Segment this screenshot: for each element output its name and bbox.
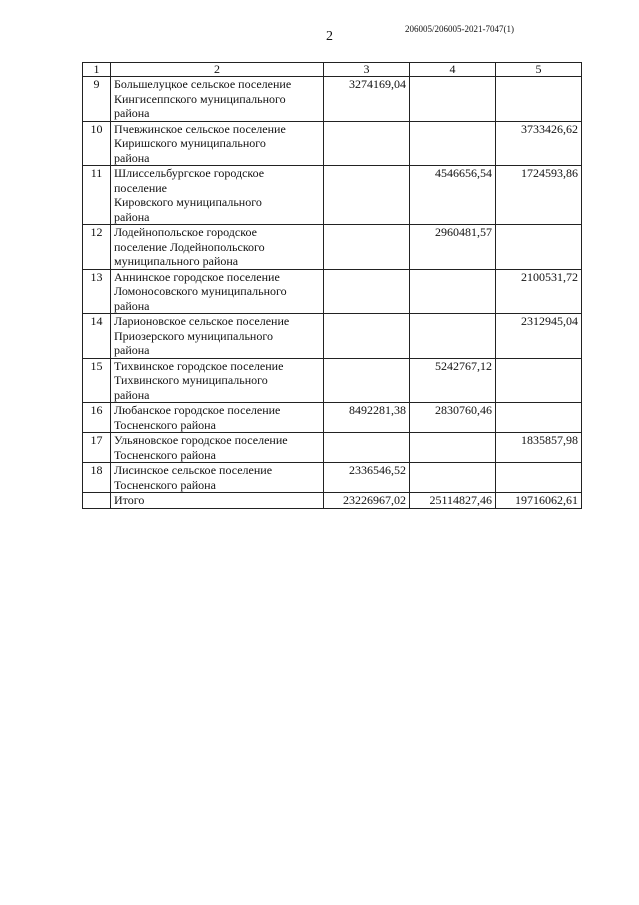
- settlement-name: [111, 314, 324, 359]
- settlement-name: [111, 225, 324, 270]
- settlement-name: [111, 269, 324, 314]
- settlement-name-line: Любанское городское поселение: [114, 403, 281, 417]
- amount-col-3: [324, 433, 410, 463]
- amount-col-5: [496, 463, 582, 493]
- settlement-name-line: района: [114, 343, 150, 357]
- amount-col-5: [496, 403, 582, 433]
- settlement-name-line: Тихвинское городское поселение: [114, 358, 284, 373]
- amount-col-4: [410, 121, 496, 166]
- amount-col-3: [324, 269, 410, 314]
- settlement-name-line: Лодейнопольское городское: [114, 225, 257, 239]
- settlement-name-line: Тосненского района: [114, 477, 216, 492]
- table-row: [83, 225, 582, 270]
- amount-col-4: [410, 314, 496, 359]
- amount-col-5: 2312945,04: [496, 314, 582, 359]
- total-col-3: 23226967,02: [324, 493, 410, 509]
- amount-col-4: [410, 433, 496, 463]
- amount-col-3: 2336546,52: [324, 463, 410, 493]
- column-header: 4: [410, 63, 496, 77]
- amount-col-5: 2100531,72: [496, 269, 582, 314]
- amount-col-4: 2960481,57: [410, 225, 496, 270]
- document-code: 206005/206005-2021-7047(1): [405, 24, 514, 34]
- column-header: 1: [83, 63, 111, 77]
- amount-col-4: 2830760,46: [410, 403, 496, 433]
- amount-col-3: 8492281,38: [324, 403, 410, 433]
- amount-col-3: [324, 225, 410, 270]
- row-number: 11: [83, 166, 111, 225]
- amount-col-5: 3733426,62: [496, 121, 582, 166]
- total-number-cell: [83, 493, 111, 509]
- settlement-name-line: Лисинское сельское поселение: [114, 463, 273, 477]
- row-number: 18: [83, 463, 111, 493]
- settlement-name-line: Пчевжинское сельское поселение: [114, 121, 286, 136]
- settlement-name-line: Киришского муниципального: [114, 136, 266, 150]
- settlement-name-line: Шлиссельбургское городское: [114, 166, 265, 180]
- settlement-name: [111, 77, 324, 122]
- settlement-name-line: Приозерского муниципального: [114, 328, 273, 343]
- settlement-name: [111, 358, 324, 403]
- amount-col-5: [496, 225, 582, 270]
- row-number: 17: [83, 433, 111, 463]
- table-row: [83, 77, 582, 122]
- settlement-name-line: района: [114, 150, 150, 165]
- total-row: [83, 493, 582, 509]
- table-row: [83, 403, 582, 433]
- row-number: 15: [83, 358, 111, 403]
- table-row: [83, 314, 582, 359]
- table-row: [83, 121, 582, 166]
- settlement-name-line: Кировского муниципального: [114, 195, 262, 209]
- row-number: 9: [83, 77, 111, 122]
- table-row: [83, 358, 582, 403]
- column-header: 2: [111, 63, 324, 77]
- amount-col-3: 3274169,04: [324, 77, 410, 122]
- total-label: Итого: [111, 493, 324, 509]
- row-number: 12: [83, 225, 111, 270]
- page-number: 2: [326, 29, 333, 44]
- allocation-table: [82, 62, 582, 509]
- amount-col-4: [410, 463, 496, 493]
- column-header: 3: [324, 63, 410, 77]
- row-number: 16: [83, 403, 111, 433]
- settlement-name: [111, 433, 324, 463]
- row-number: 14: [83, 314, 111, 359]
- settlement-name-line: Тосненского района: [114, 447, 216, 462]
- settlement-name: [111, 121, 324, 166]
- amount-col-4: [410, 269, 496, 314]
- amount-col-4: [410, 77, 496, 122]
- settlement-name-line: муниципального района: [114, 254, 239, 268]
- total-col-5: 19716062,61: [496, 493, 582, 509]
- table-row: [83, 269, 582, 314]
- amount-col-3: [324, 121, 410, 166]
- row-number: 13: [83, 269, 111, 314]
- amount-col-3: [324, 166, 410, 225]
- amount-col-5: 1724593,86: [496, 166, 582, 225]
- total-col-4: 25114827,46: [410, 493, 496, 509]
- amount-col-5: [496, 77, 582, 122]
- settlement-name: [111, 166, 324, 225]
- settlement-name: [111, 463, 324, 493]
- settlement-name-line: Тосненского района: [114, 417, 216, 432]
- table-row: [83, 166, 582, 225]
- amount-col-4: 5242767,12: [410, 358, 496, 403]
- table-row: [83, 433, 582, 463]
- amount-col-3: [324, 358, 410, 403]
- table-header-row: [83, 63, 582, 77]
- settlement-name: [111, 403, 324, 433]
- table-row: [83, 463, 582, 493]
- row-number: 10: [83, 121, 111, 166]
- amount-col-5: [496, 358, 582, 403]
- settlement-name-line: Кингисеппского муниципального: [114, 91, 286, 106]
- amount-col-5: 1835857,98: [496, 433, 582, 463]
- settlement-name-line: поселение Лодейнопольского: [114, 239, 265, 254]
- settlement-name-line: Ульяновское городское поселение: [114, 433, 288, 447]
- settlement-name-line: района: [114, 387, 150, 402]
- settlement-name-line: Большелуцкое сельское поселение: [114, 77, 292, 91]
- settlement-name-line: Ломоносовского муниципального: [114, 284, 287, 298]
- settlement-name-line: Ларионовское сельское поселение: [114, 314, 290, 328]
- amount-col-3: [324, 314, 410, 359]
- settlement-name-line: поселение: [114, 180, 168, 195]
- settlement-name-line: района: [114, 106, 150, 120]
- column-header: 5: [496, 63, 582, 77]
- settlement-name-line: Тихвинского муниципального: [114, 373, 268, 387]
- settlement-name-line: района: [114, 298, 150, 313]
- amount-col-4: 4546656,54: [410, 166, 496, 225]
- settlement-name-line: Аннинское городское поселение: [114, 269, 280, 284]
- settlement-name-line: района: [114, 209, 150, 224]
